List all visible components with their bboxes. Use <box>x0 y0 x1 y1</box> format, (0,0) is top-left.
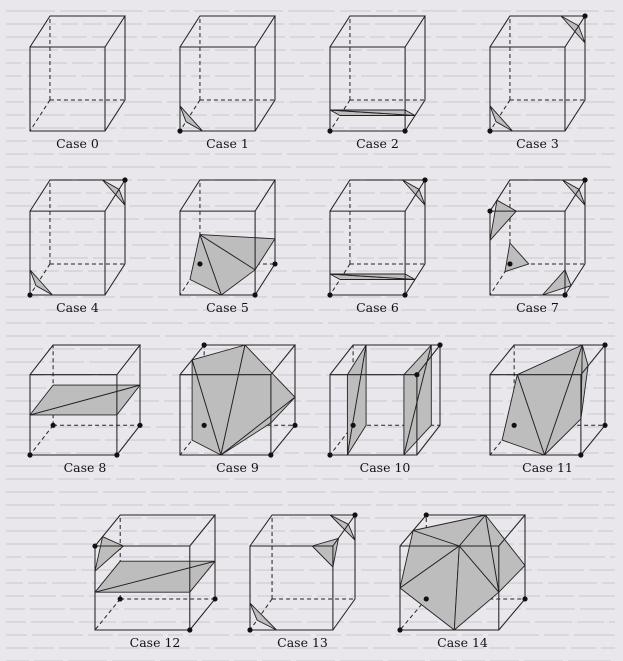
case-label: Case 14 <box>437 635 488 650</box>
case-label: Case 12 <box>129 635 181 650</box>
marked-vertex-dot <box>202 342 207 347</box>
case-7-diagram <box>487 177 587 315</box>
marked-vertex-dot <box>327 452 332 457</box>
case-3-diagram <box>487 13 587 151</box>
case-label: Case 4 <box>56 300 99 315</box>
cube-right-edges <box>255 16 275 131</box>
marked-vertex-dot <box>582 13 587 18</box>
marked-vertex-dot <box>487 208 492 213</box>
marked-vertex-dot <box>92 543 97 548</box>
marked-vertex-dot <box>202 423 207 428</box>
surface-triangle <box>30 270 53 295</box>
cube-top-edges <box>490 16 585 47</box>
case-label: Case 0 <box>56 136 99 151</box>
marked-vertex-dot <box>272 261 277 266</box>
marked-vertex-dot <box>602 342 607 347</box>
marked-vertex-dot <box>507 261 512 266</box>
marked-vertex-dot <box>327 292 332 297</box>
marked-vertex-dot <box>177 128 182 133</box>
case-label: Case 1 <box>206 136 249 151</box>
cube-top-edges <box>30 16 125 47</box>
marked-vertex-dot <box>327 128 332 133</box>
case-label: Case 10 <box>359 460 411 475</box>
marked-vertex-dot <box>424 596 429 601</box>
marked-vertex-dot <box>402 292 407 297</box>
marked-vertex-dot <box>487 128 492 133</box>
marked-vertex-dot <box>397 627 402 632</box>
marked-vertex-dot <box>27 292 32 297</box>
hidden-edge <box>95 599 120 630</box>
marked-vertex-dot <box>27 452 32 457</box>
marked-vertex-dot <box>437 342 442 347</box>
marked-vertex-dot <box>414 372 419 377</box>
cube-top-edges <box>180 16 275 47</box>
case-label: Case 9 <box>216 460 259 475</box>
marked-vertex-dot <box>402 128 407 133</box>
surface-triangle <box>561 16 585 43</box>
cube-grid <box>27 13 607 650</box>
surface-triangle <box>250 603 277 630</box>
case-13-diagram <box>247 512 357 650</box>
cube-top-edges <box>330 16 425 47</box>
marked-vertex-dot <box>522 596 527 601</box>
case-label: Case 11 <box>522 460 573 475</box>
cube-right-edges <box>565 16 585 131</box>
case-5-diagram <box>180 180 278 315</box>
case-label: Case 6 <box>356 300 399 315</box>
case-label: Case 5 <box>206 300 249 315</box>
marked-vertex-dot <box>137 423 142 428</box>
marked-vertex-dot <box>197 261 202 266</box>
marked-vertex-dot <box>352 512 357 517</box>
cube-front-face <box>330 211 405 295</box>
cube-right-edges <box>105 16 125 131</box>
marked-vertex-dot <box>602 423 607 428</box>
marked-vertex-dot <box>351 423 356 428</box>
marked-vertex-dot <box>562 292 567 297</box>
marked-vertex-dot <box>114 452 119 457</box>
marked-vertex-dot <box>187 627 192 632</box>
marked-vertex-dot <box>268 452 273 457</box>
marked-vertex-dot <box>292 423 297 428</box>
marked-vertex-dot <box>582 177 587 182</box>
case-label: Case 2 <box>356 136 399 151</box>
surface-triangle <box>312 538 338 567</box>
case-8-diagram <box>27 345 142 475</box>
case-4-diagram <box>27 177 127 315</box>
marked-vertex-dot <box>51 423 56 428</box>
marked-vertex-dot <box>252 292 257 297</box>
case-label: Case 8 <box>63 460 107 475</box>
marked-vertex-dot <box>122 177 127 182</box>
marked-vertex-dot <box>212 596 217 601</box>
case-6-diagram <box>327 177 427 315</box>
case-14-diagram <box>397 512 527 650</box>
case-label: Case 13 <box>277 635 328 650</box>
marked-vertex-dot <box>578 452 583 457</box>
surface-triangle <box>543 270 572 295</box>
marked-vertex-dot <box>422 177 427 182</box>
marked-vertex-dot <box>247 627 252 632</box>
marked-vertex-dot <box>512 423 517 428</box>
marked-vertex-dot <box>118 596 123 601</box>
marked-vertex-dot <box>424 512 429 517</box>
case-label: Case 7 <box>516 300 559 315</box>
case-label: Case 3 <box>516 136 559 151</box>
